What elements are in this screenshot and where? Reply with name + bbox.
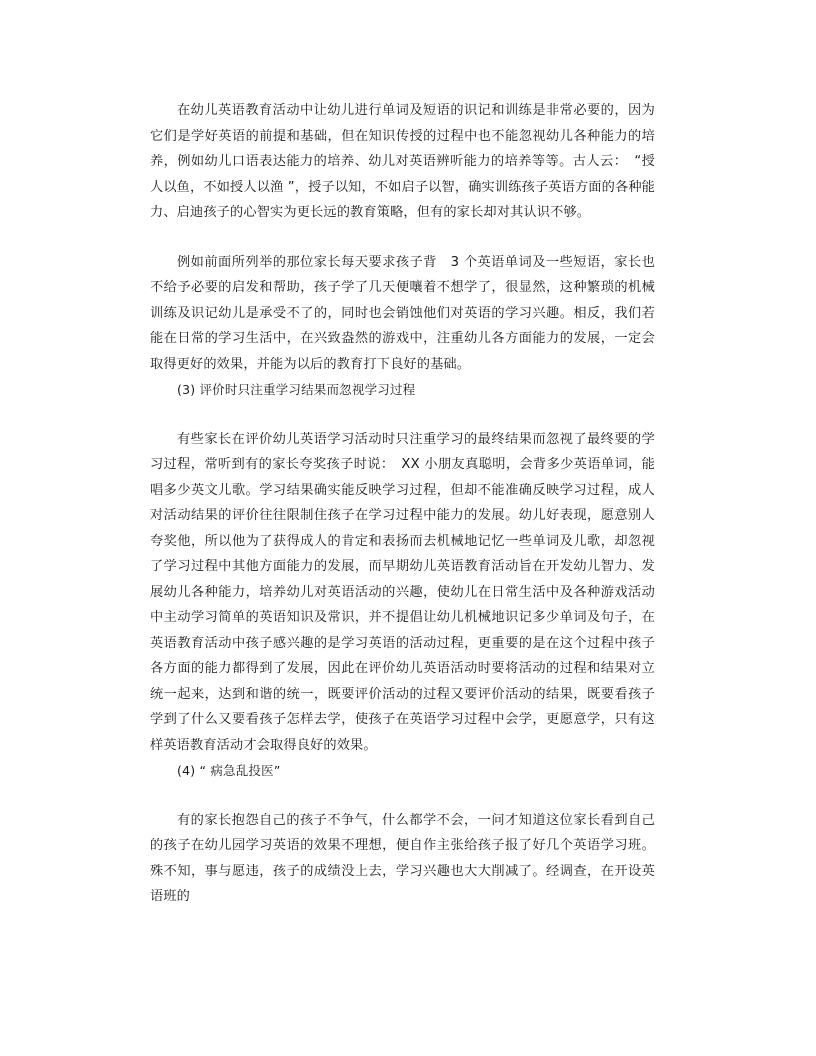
paragraph-parent-complaint: 有的家长抱怨自己的孩子不争气，什么都学不会，一问才知道这位家长看到自己的孩子在幼儿园学习英语的效果不理想，便自作主张给孩子报了好几个英语学习班。殊不知，事与愿违，孩子的成绩没上去，学习兴趣也大大削减了。经调查，在开设英语班的 [150, 812, 655, 904]
section-heading-4: (4) “ 病急乱投医” [177, 763, 281, 778]
paragraph-evaluation-process: 有些家长在评价幼儿英语学习活动时只注重学习的最终结果而忽视了最终要的学习过程，常听到有的家长夸奖孩子时说： XX 小朋友真聪明，会背多少英语单词，能唱多少英文儿歌。学习结果确实能反映学习过程，但却不能准确反映学习过程，成人对活动结果的评价往往限制住孩子在学习过程中能力的发展。幼儿好表现，愿意别人夸奖他，所以他为了获得成人的肯定和表扬而去机械地记忆一些单词及儿歌，却忽视了学习过程中其他方面能力的发展，而早期幼儿英语教育活动旨在开发幼儿智力、发展幼儿各种能力，培养幼儿对英语活动的兴趣，使幼儿在日常生活中及各种游戏活动中主动学习简单的英语知识及常识，并不提倡让幼儿机械地识记多少单词及句子，在英语教育活动中孩子感兴趣的是学习英语的活动过程，更重要的是在这个过程中孩子各方面的能力都得到了发展，因此在评价幼儿英语活动时要将活动的过程和结果对立统一起来，达到和谐的统一，既要评价活动的过程又要评价活动的结果，既要看孩子学到了什么又要看孩子怎样去学，使孩子在英语学习过程中会学，更愿意学，只有这样英语教育活动才会取得良好的效果。 [150, 431, 655, 753]
document-body [150, 98, 655, 910]
paragraph-ability-training: 在幼儿英语教育活动中让幼儿进行单词及短语的识记和训练是非常必要的，因为它们是学好英语的前提和基础，但在知识传授的过程中也不能忽视幼儿各种能力的培养，例如幼儿口语表达能力的培养、幼儿对英语辨听能力的培养等等。古人云： “授人以鱼，不如授人以渔 ”，授子以知，不如启子以智，确实训练孩子英语方面的各种能力、启迪孩子的心智实为更长远的教育策略，但有的家长却对其认识不够。 [150, 103, 655, 220]
section-heading-3: (3) 评价时只注重学习结果而忽视学习过程 [177, 382, 416, 397]
paragraph-example-parent: 例如前面所列举的那位家长每天要求孩子背 3 个英语单词及一些短语，家长也不给予必要的启发和帮助，孩子学了几天便嚷着不想学了，很显然，这种繁琐的机械训练及识记幼儿是承受不了的，同时也会销蚀他们对英语的学习兴趣。相反，我们若能在日常的学习生活中，在兴致盎然的游戏中，注重幼儿各方面能力的发展，一定会取得更好的效果，并能为以后的教育打下良好的基础。 [150, 254, 655, 372]
